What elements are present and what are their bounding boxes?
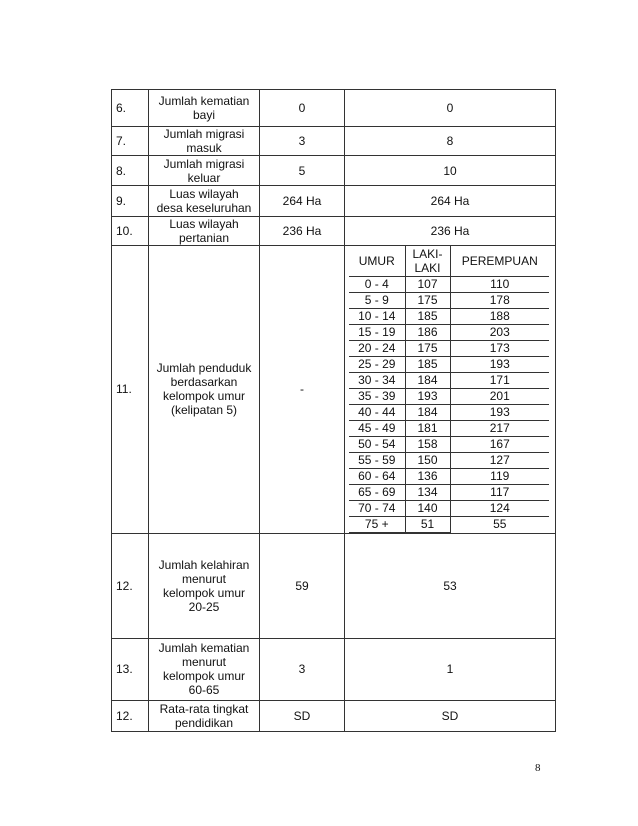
age-table-header: [349, 246, 560, 276]
age-table-row: [349, 340, 560, 356]
male-count-cell: 136: [405, 468, 450, 484]
value-cell-2: 1: [345, 638, 556, 700]
value-cell-2: 53: [345, 533, 556, 638]
row-number: 8.: [112, 156, 149, 186]
age-range-cell: 75 +: [349, 516, 405, 532]
female-count-cell: 188: [450, 308, 549, 324]
age-range-cell: 60 - 64: [349, 468, 405, 484]
age-table-row: [349, 308, 560, 324]
table-row: [112, 127, 556, 156]
female-count-cell: 173: [450, 340, 549, 356]
age-group-table: [349, 246, 560, 533]
female-count-cell: 178: [450, 292, 549, 308]
male-count-cell: 181: [405, 420, 450, 436]
age-table-row: [349, 468, 560, 484]
age-table-row: [349, 452, 560, 468]
value-cell-1: 3: [260, 127, 345, 156]
row-number: 13.: [112, 638, 149, 700]
age-range-cell: 35 - 39: [349, 388, 405, 404]
female-count-cell: 117: [450, 484, 549, 500]
male-count-cell: 185: [405, 356, 450, 372]
male-count-cell: 107: [405, 276, 450, 292]
age-table-row: [349, 404, 560, 420]
value-cell-2: 236 Ha: [345, 217, 556, 246]
female-count-cell: 110: [450, 276, 549, 292]
header-perempuan: PEREMPUAN: [450, 246, 549, 276]
female-count-cell: 119: [450, 468, 549, 484]
row-label: Luas wilayah pertanian: [149, 217, 260, 246]
row-number: 10.: [112, 217, 149, 246]
age-range-cell: 25 - 29: [349, 356, 405, 372]
female-count-cell: 124: [450, 500, 549, 516]
row-number: 9.: [112, 186, 149, 217]
male-count-cell: 193: [405, 388, 450, 404]
table-row: [112, 533, 556, 638]
row-number: 12.: [112, 533, 149, 638]
female-count-cell: 193: [450, 404, 549, 420]
table-row: [112, 700, 556, 731]
row-label: Luas wilayah desa keseluruhan: [149, 186, 260, 217]
male-count-cell: 150: [405, 452, 450, 468]
row-label: Jumlah migrasi masuk: [149, 127, 260, 156]
age-table-row: [349, 292, 560, 308]
female-count-cell: 217: [450, 420, 549, 436]
female-count-cell: 171: [450, 372, 549, 388]
row-label: Rata-rata tingkat pendidikan: [149, 700, 260, 731]
page-number: 8: [535, 762, 541, 774]
age-range-cell: 20 - 24: [349, 340, 405, 356]
age-table-row: [349, 324, 560, 340]
row-number: 7.: [112, 127, 149, 156]
male-count-cell: 175: [405, 340, 450, 356]
age-table-row: [349, 388, 560, 404]
age-range-cell: 30 - 34: [349, 372, 405, 388]
age-range-cell: 70 - 74: [349, 500, 405, 516]
table-row: [112, 186, 556, 217]
age-table-row: [349, 420, 560, 436]
female-count-cell: 127: [450, 452, 549, 468]
row-label: Jumlah kematian menurut kelompok umur 60-65: [149, 638, 260, 700]
age-range-cell: 45 - 49: [349, 420, 405, 436]
male-count-cell: 158: [405, 436, 450, 452]
age-range-cell: 65 - 69: [349, 484, 405, 500]
male-count-cell: 184: [405, 404, 450, 420]
age-table-row: [349, 276, 560, 292]
value-cell-1: SD: [260, 700, 345, 731]
table-row: [112, 638, 556, 700]
value-cell-2: 264 Ha: [345, 186, 556, 217]
value-cell-2: 8: [345, 127, 556, 156]
age-table-row: [349, 516, 560, 532]
value-cell-1: 59: [260, 533, 345, 638]
header-umur: UMUR: [349, 246, 405, 276]
value-cell-1: 236 Ha: [260, 217, 345, 246]
age-table-row: [349, 500, 560, 516]
table-row: [112, 90, 556, 127]
row-label: Jumlah migrasi keluar: [149, 156, 260, 186]
row-number: 6.: [112, 90, 149, 127]
value-cell-1: 3: [260, 638, 345, 700]
age-range-cell: 55 - 59: [349, 452, 405, 468]
male-count-cell: 140: [405, 500, 450, 516]
male-count-cell: 184: [405, 372, 450, 388]
age-range-cell: 5 - 9: [349, 292, 405, 308]
value-cell-2: SD: [345, 700, 556, 731]
value-cell-2: 0: [345, 90, 556, 127]
value-cell-1: -: [260, 246, 345, 534]
age-range-cell: 40 - 44: [349, 404, 405, 420]
age-table-row: [349, 372, 560, 388]
female-count-cell: 203: [450, 324, 549, 340]
row-number: 12.: [112, 700, 149, 731]
male-count-cell: 175: [405, 292, 450, 308]
value-cell-2: 10: [345, 156, 556, 186]
male-count-cell: 186: [405, 324, 450, 340]
female-count-cell: 201: [450, 388, 549, 404]
male-count-cell: 185: [405, 308, 450, 324]
table-row: [112, 156, 556, 186]
age-table-row: [349, 484, 560, 500]
female-count-cell: 193: [450, 356, 549, 372]
table-row: [112, 246, 556, 534]
female-count-cell: 167: [450, 436, 549, 452]
row-label: Jumlah penduduk berdasarkan kelompok umur (kelipatan 5): [149, 246, 260, 534]
male-count-cell: 51: [405, 516, 450, 532]
age-range-cell: 15 - 19: [349, 324, 405, 340]
age-table-row: [349, 356, 560, 372]
age-range-cell: 0 - 4: [349, 276, 405, 292]
row-label: Jumlah kematian bayi: [149, 90, 260, 127]
female-count-cell: 55: [493, 517, 507, 532]
age-range-cell: 10 - 14: [349, 308, 405, 324]
value-cell-1: 264 Ha: [260, 186, 345, 217]
age-group-cell: [345, 246, 556, 534]
male-count-cell: 134: [405, 484, 450, 500]
header-laki: LAKI- LAKI: [405, 246, 450, 276]
row-number: 11.: [112, 246, 149, 534]
age-range-cell: 50 - 54: [349, 436, 405, 452]
value-cell-1: 5: [260, 156, 345, 186]
table-row: [112, 217, 556, 246]
value-cell-1: 0: [260, 90, 345, 127]
age-table-row: [349, 436, 560, 452]
village-data-table: [111, 89, 556, 732]
row-label: Jumlah kelahiran menurut kelompok umur 20-25: [149, 533, 260, 638]
